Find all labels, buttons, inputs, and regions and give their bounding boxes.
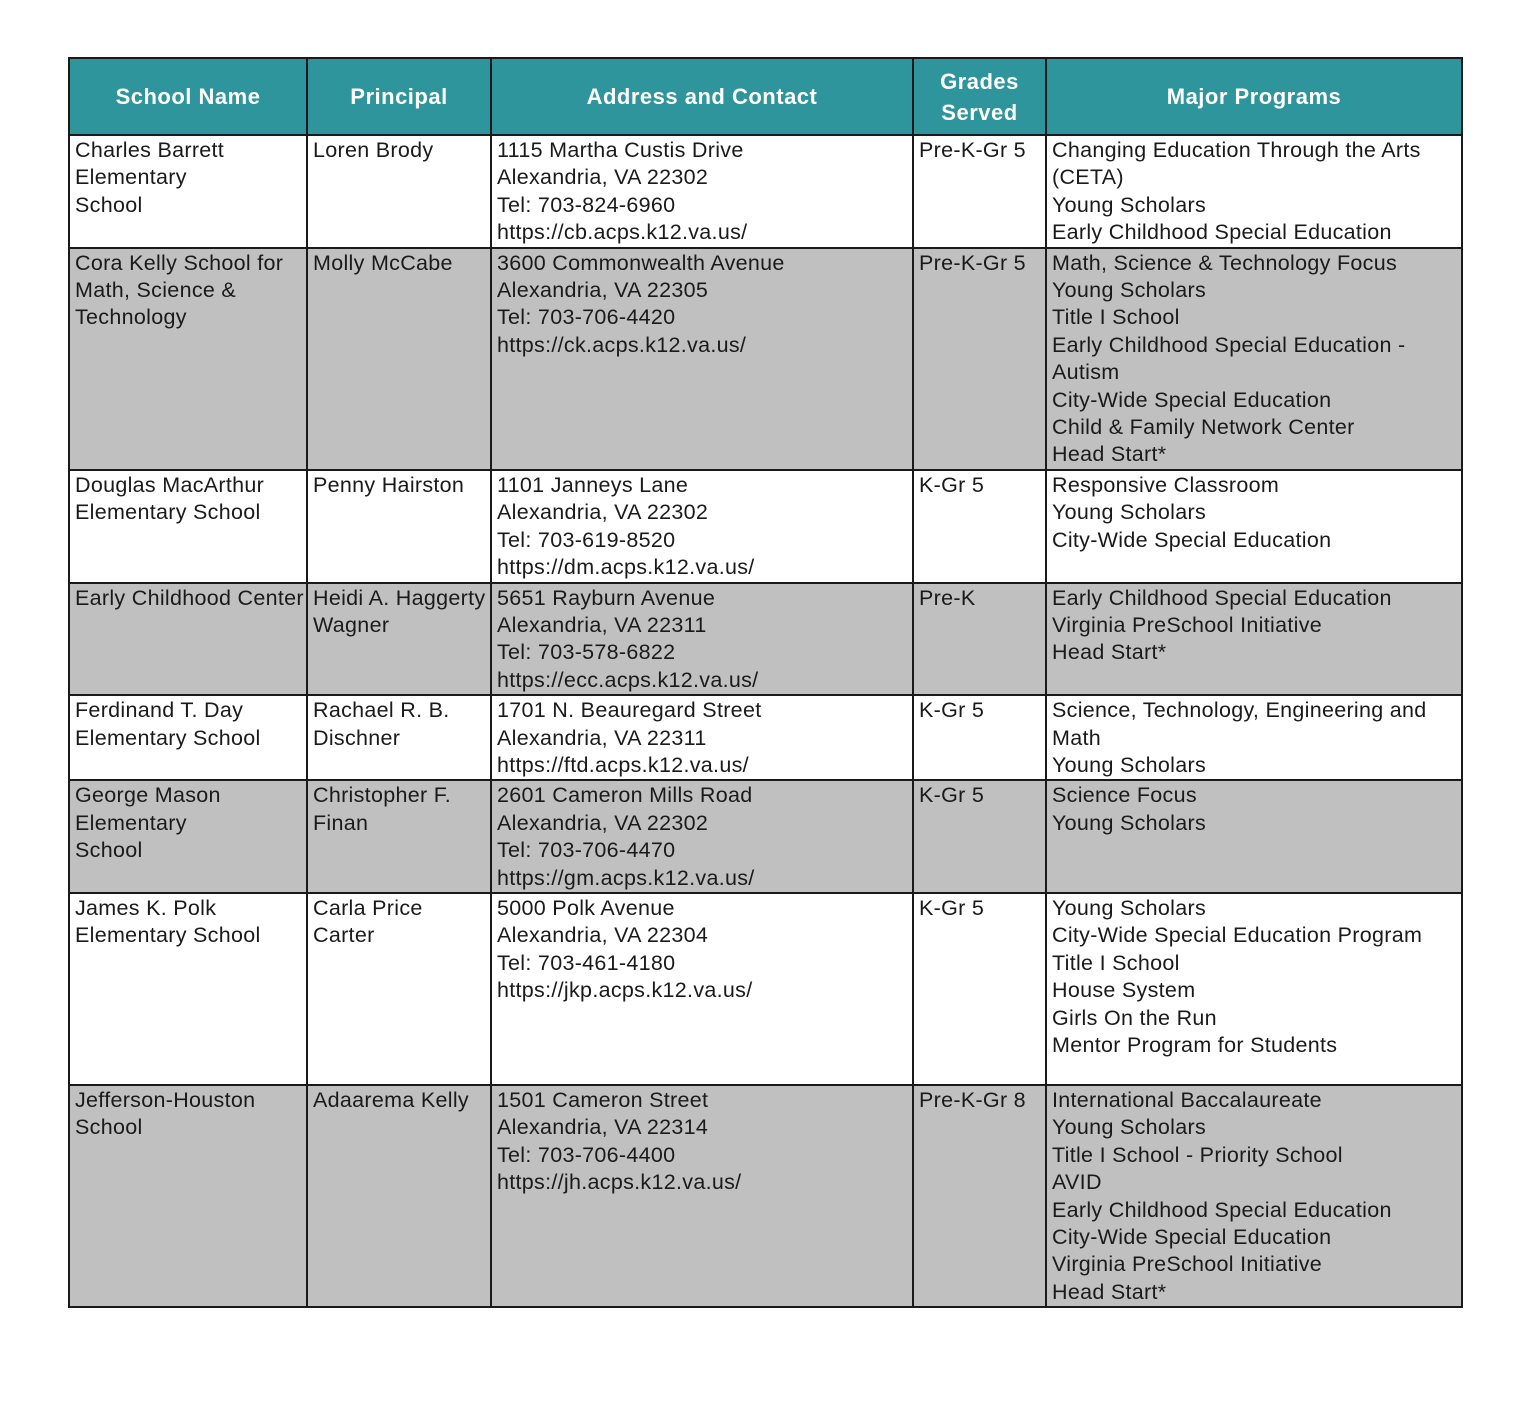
school-name-line: Cora Kelly School for — [75, 250, 284, 275]
address-contact-line: 1115 Martha Custis Drive — [497, 138, 744, 162]
major-programs-line: Girls On the Run — [1052, 1005, 1217, 1030]
header-row — [69, 58, 1462, 135]
major-programs-line: Changing Education Through the Arts — [1052, 138, 1421, 162]
principal-cell — [307, 780, 491, 893]
major-programs-line: Young Scholars — [1052, 192, 1207, 217]
principal-line: Loren Brody — [313, 138, 434, 162]
major-programs-cell — [1046, 1085, 1462, 1307]
address-contact-line: Alexandria, VA 22311 — [497, 725, 707, 750]
major-programs-line: (CETA) — [1052, 165, 1124, 190]
address-contact-line: Tel: 703-706-4470 — [497, 838, 676, 863]
principal-line: Molly McCabe — [313, 250, 453, 275]
principal-cell — [307, 1085, 491, 1307]
address-contact-line: https://cb.acps.k12.va.us/ — [497, 220, 748, 245]
address-contact-cell — [491, 470, 913, 583]
major-programs-line: Head Start* — [1052, 1279, 1167, 1304]
address-contact-line: 1701 N. Beauregard Street — [497, 698, 762, 723]
major-programs-line: Virginia PreSchool Initiative — [1052, 612, 1323, 637]
school-name-cell — [69, 695, 307, 780]
major-programs-line: Child & Family Network Center — [1052, 415, 1355, 440]
address-contact-line: 5000 Polk Avenue — [497, 895, 675, 920]
principal-line: Heidi A. Haggerty — [313, 585, 486, 610]
major-programs-cell — [1046, 695, 1462, 780]
address-contact-line: Alexandria, VA 22304 — [497, 923, 709, 948]
address-contact-line: https://gm.acps.k12.va.us/ — [497, 865, 755, 890]
address-contact-line: Alexandria, VA 22311 — [497, 612, 707, 637]
school-name-cell — [69, 1085, 307, 1307]
header-major-programs: Major Programs — [1046, 58, 1462, 135]
major-programs-line: Young Scholars — [1052, 278, 1207, 303]
grades-served-cell: K-Gr 5 — [913, 695, 1046, 780]
header-grades-served — [913, 58, 1046, 135]
table-row — [69, 780, 1462, 893]
major-programs-line: Early Childhood Special Education — [1052, 1197, 1392, 1222]
school-name-line: Elementary — [75, 165, 187, 190]
table-row — [69, 695, 1462, 780]
school-name-line: School — [75, 1115, 143, 1140]
address-contact-line: Alexandria, VA 22302 — [497, 500, 709, 525]
grades-served-cell: K-Gr 5 — [913, 470, 1046, 583]
address-contact-cell — [491, 135, 913, 248]
school-name-line: School — [75, 192, 143, 217]
address-contact-line: Tel: 703-824-6960 — [497, 192, 676, 217]
address-contact-line: https://ck.acps.k12.va.us/ — [497, 332, 747, 357]
major-programs-line: Science, Technology, Engineering and — [1052, 698, 1427, 723]
major-programs-line: International Baccalaureate — [1052, 1087, 1322, 1112]
school-name-line: Elementary School — [75, 725, 261, 750]
grades-served-cell: K-Gr 5 — [913, 893, 1046, 1085]
address-contact-cell — [491, 695, 913, 780]
principal-cell — [307, 135, 491, 248]
principal-line: Penny Hairston — [313, 472, 465, 497]
address-contact-line: https://jkp.acps.k12.va.us/ — [497, 978, 753, 1003]
school-name-cell — [69, 583, 307, 696]
major-programs-line: Math — [1052, 725, 1101, 750]
principal-cell — [307, 893, 491, 1085]
school-name-line: School — [75, 838, 143, 863]
school-name-line: Early Childhood Center — [75, 585, 304, 610]
table-row — [69, 135, 1462, 248]
schools-document — [68, 57, 1461, 1308]
grades-served-cell: K-Gr 5 — [913, 780, 1046, 893]
table-row — [69, 248, 1462, 470]
major-programs-line: Autism — [1052, 360, 1120, 385]
school-name-line: George Mason — [75, 783, 221, 808]
grades-served-cell: Pre-K-Gr 8 — [913, 1085, 1046, 1307]
major-programs-line: Mentor Program for Students — [1052, 1033, 1338, 1057]
major-programs-line: Science Focus — [1052, 783, 1197, 808]
major-programs-line: Responsive Classroom — [1052, 472, 1280, 497]
address-contact-cell — [491, 248, 913, 470]
major-programs-line: Virginia PreSchool Initiative — [1052, 1252, 1323, 1277]
address-contact-line: Alexandria, VA 22302 — [497, 810, 709, 835]
major-programs-line: City-Wide Special Education Program — [1052, 923, 1423, 948]
grades-served-cell: Pre-K-Gr 5 — [913, 135, 1046, 248]
grades-served-cell: Pre-K-Gr 5 — [913, 248, 1046, 470]
header-grades-line1: Grades — [940, 68, 1019, 94]
school-name-cell — [69, 470, 307, 583]
school-name-cell — [69, 248, 307, 470]
principal-cell — [307, 583, 491, 696]
principal-line: Carla Price — [313, 895, 423, 920]
major-programs-line: Early Childhood Special Education — [1052, 585, 1392, 610]
principal-line: Christopher F. — [313, 783, 452, 808]
major-programs-cell — [1046, 248, 1462, 470]
principal-cell — [307, 470, 491, 583]
header-principal: Principal — [307, 58, 491, 135]
major-programs-line: Young Scholars — [1052, 1115, 1207, 1140]
address-contact-line: Alexandria, VA 22314 — [497, 1115, 709, 1140]
principal-line: Adaarema Kelly — [313, 1087, 469, 1112]
school-name-line: Jefferson-Houston — [75, 1087, 256, 1112]
principal-cell — [307, 695, 491, 780]
major-programs-line: Title I School - Priority School — [1052, 1142, 1343, 1167]
address-contact-line: 1101 Janneys Lane — [497, 472, 689, 497]
major-programs-line: Early Childhood Special Education — [1052, 220, 1392, 245]
address-contact-line: Tel: 703-706-4400 — [497, 1142, 676, 1167]
principal-cell — [307, 248, 491, 470]
address-contact-line: Tel: 703-578-6822 — [497, 640, 676, 665]
address-contact-cell — [491, 1085, 913, 1307]
address-contact-line: 3600 Commonwealth Avenue — [497, 250, 785, 275]
grades-served-cell: Pre-K — [913, 583, 1046, 696]
schools-table — [68, 57, 1463, 1308]
table-row — [69, 893, 1462, 1085]
major-programs-cell — [1046, 893, 1462, 1085]
principal-line: Rachael R. B. — [313, 698, 450, 723]
address-contact-line: Alexandria, VA 22302 — [497, 165, 709, 190]
table-row — [69, 1085, 1462, 1307]
address-contact-line: Tel: 703-706-4420 — [497, 305, 676, 330]
header-school-name: School Name — [69, 58, 307, 135]
header-grades-line2: Served — [941, 99, 1018, 125]
address-contact-line: Tel: 703-461-4180 — [497, 950, 676, 975]
major-programs-line: Young Scholars — [1052, 500, 1207, 525]
major-programs-line: Young Scholars — [1052, 895, 1207, 920]
school-name-line: Math, Science & — [75, 278, 237, 303]
principal-line: Dischner — [313, 725, 401, 750]
major-programs-line: City-Wide Special Education — [1052, 1225, 1332, 1249]
school-name-line: Technology — [75, 305, 187, 330]
address-contact-cell — [491, 780, 913, 893]
major-programs-cell — [1046, 135, 1462, 248]
major-programs-line: House System — [1052, 978, 1196, 1003]
school-name-line: Charles Barrett — [75, 138, 225, 162]
address-contact-line: 5651 Rayburn Avenue — [497, 585, 716, 610]
address-contact-line: https://ftd.acps.k12.va.us/ — [497, 752, 749, 777]
principal-line: Wagner — [313, 612, 390, 637]
major-programs-line: Head Start* — [1052, 640, 1167, 665]
major-programs-line: Title I School — [1052, 305, 1180, 330]
major-programs-line: Young Scholars — [1052, 752, 1207, 777]
school-name-line: Elementary School — [75, 923, 261, 948]
school-name-line: James K. Polk — [75, 895, 217, 920]
school-name-line: Elementary — [75, 810, 187, 835]
major-programs-line: City-Wide Special Education — [1052, 387, 1332, 412]
header-address-contact: Address and Contact — [491, 58, 913, 135]
school-name-cell — [69, 135, 307, 248]
major-programs-cell — [1046, 470, 1462, 583]
address-contact-line: 1501 Cameron Street — [497, 1087, 709, 1112]
principal-line: Carter — [313, 923, 375, 948]
address-contact-line: Tel: 703-619-8520 — [497, 527, 676, 552]
address-contact-line: https://dm.acps.k12.va.us/ — [497, 555, 755, 580]
major-programs-cell — [1046, 583, 1462, 696]
address-contact-line: https://ecc.acps.k12.va.us/ — [497, 667, 759, 692]
school-name-line: Elementary School — [75, 500, 261, 525]
major-programs-cell — [1046, 780, 1462, 893]
school-name-line: Douglas MacArthur — [75, 472, 265, 497]
major-programs-line: Title I School — [1052, 950, 1180, 975]
major-programs-line: Young Scholars — [1052, 810, 1207, 835]
address-contact-cell — [491, 893, 913, 1085]
major-programs-line: Early Childhood Special Education - — [1052, 332, 1406, 357]
school-name-cell — [69, 780, 307, 893]
major-programs-line: City-Wide Special Education — [1052, 527, 1332, 552]
major-programs-line: AVID — [1052, 1170, 1102, 1195]
table-row — [69, 583, 1462, 696]
school-name-line: Ferdinand T. Day — [75, 698, 244, 723]
table-row — [69, 470, 1462, 583]
school-name-cell — [69, 893, 307, 1085]
address-contact-line: https://jh.acps.k12.va.us/ — [497, 1170, 742, 1195]
principal-line: Finan — [313, 810, 369, 835]
address-contact-line: Alexandria, VA 22305 — [497, 278, 709, 303]
address-contact-cell — [491, 583, 913, 696]
major-programs-line: Math, Science & Technology Focus — [1052, 250, 1398, 275]
address-contact-line: 2601 Cameron Mills Road — [497, 783, 753, 808]
major-programs-line: Head Start* — [1052, 442, 1167, 467]
